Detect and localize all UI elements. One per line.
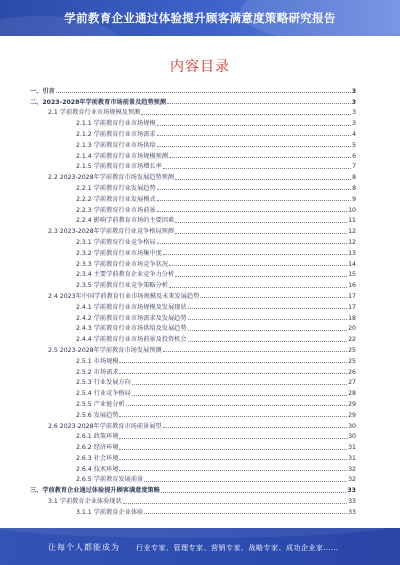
toc-leader-dots bbox=[175, 222, 347, 223]
toc-leader-dots bbox=[119, 470, 347, 471]
toc-page-number: 31 bbox=[348, 454, 356, 462]
toc-leader-dots bbox=[163, 168, 351, 169]
bottom-banner bbox=[0, 528, 400, 565]
toc-entry[interactable] bbox=[30, 192, 356, 203]
toc-page-number: 18 bbox=[348, 314, 356, 322]
toc-entry[interactable] bbox=[30, 214, 356, 225]
toc-entry[interactable] bbox=[30, 138, 356, 149]
toc-entry[interactable] bbox=[30, 268, 356, 279]
toc-page-number: 3 bbox=[351, 87, 356, 95]
toc-entry-title: 2.2.1 学前教育行业发展趋势 bbox=[76, 184, 156, 192]
toc-entry-title: 二、2023-2028年学前教育市场前景及趋势预测 bbox=[30, 98, 167, 106]
toc-page-number: 3 bbox=[352, 109, 356, 117]
toc-entry-title: 2.1.3 学前教育行业市场供给 bbox=[76, 141, 156, 149]
toc-leader-dots bbox=[119, 459, 347, 460]
toc-entry-title: 2.4 2023年中国学前教育行业市场规模及未来发展趋势 bbox=[48, 292, 200, 300]
toc-entry-title: 2.1.5 学前教育行业市场增长率 bbox=[76, 163, 162, 171]
toc-leader-dots bbox=[157, 200, 351, 201]
toc-entry[interactable] bbox=[30, 278, 356, 289]
toc-page-number: 6 bbox=[352, 152, 356, 160]
toc-entry[interactable] bbox=[30, 203, 356, 214]
toc-entry-title: 3.1.1 学前教育企业体验 bbox=[76, 508, 144, 516]
toc-entry-title: 2.5.2 市场需求 bbox=[76, 368, 119, 376]
toc-leader-dots bbox=[169, 265, 347, 266]
toc-leader-dots bbox=[169, 157, 351, 158]
toc-entry-title: 2.6.1 政策环境 bbox=[76, 433, 119, 441]
toc-entry-title: 2.4.4 学前教育行业市场前景及投资机会 bbox=[76, 336, 187, 344]
toc-leader-dots bbox=[132, 384, 347, 385]
toc-leader-dots bbox=[119, 373, 347, 374]
toc-leader-dots bbox=[167, 103, 351, 104]
toc-entry[interactable] bbox=[30, 257, 356, 268]
toc-entry-title: 2.3.5 学前教育行业竞争策略分析 bbox=[76, 282, 168, 290]
toc-leader-dots bbox=[123, 503, 347, 504]
footer-tagline: 行业专家、管理专家、营销专家、战略专家、成功企业家…… bbox=[136, 544, 339, 552]
toc-page-number: 16 bbox=[348, 282, 356, 290]
toc-page-number: 26 bbox=[348, 368, 356, 376]
toc-leader-dots bbox=[141, 114, 351, 115]
toc-leader-dots bbox=[175, 179, 351, 180]
toc-entry-title: 2.2.4 影响学前教育市场的主要因素 bbox=[76, 217, 175, 225]
toc-entry[interactable] bbox=[30, 473, 356, 484]
toc-page-number: 15 bbox=[348, 271, 356, 279]
toc-entry-title: 2.6.4 技术环境 bbox=[76, 465, 119, 473]
toc-leader-dots bbox=[163, 427, 348, 428]
toc-entry-title: 2.3 2023-2028年学前教育行业竞争格局预测 bbox=[48, 228, 174, 236]
toc-page-number: 14 bbox=[348, 260, 356, 268]
toc-leader-dots bbox=[188, 308, 348, 309]
toc-entry-title: 2.1.4 学前教育行业市场规模预测 bbox=[76, 152, 168, 160]
toc-leader-dots bbox=[161, 492, 346, 493]
toc-page-number: 29 bbox=[348, 400, 356, 408]
toc-entry[interactable] bbox=[30, 494, 356, 505]
toc-entry-title: 2.5.6 发展趋势 bbox=[76, 411, 119, 419]
toc-page-number: 9 bbox=[352, 195, 356, 203]
toc-entry[interactable] bbox=[30, 160, 356, 171]
toc-page-number: 17 bbox=[348, 292, 356, 300]
toc-leader-dots bbox=[200, 297, 347, 298]
toc-page-number: 31 bbox=[348, 444, 356, 452]
toc-entry[interactable] bbox=[30, 95, 356, 106]
toc-entry-title: 2.5.5 产业链分析 bbox=[76, 400, 125, 408]
toc-entry-title: 2.4.2 学前教育行业市场需求及发展趋势 bbox=[76, 314, 187, 322]
toc-entry-title: 3.1 学前教育企业体验现状 bbox=[48, 498, 122, 506]
toc-leader-dots bbox=[169, 287, 347, 288]
toc-leader-dots bbox=[157, 211, 348, 212]
toc-entry-title: 2.3.2 学前教育行业市场集中度 bbox=[76, 249, 162, 257]
toc-leader-dots bbox=[119, 362, 347, 363]
toc-page-number: 8 bbox=[352, 184, 356, 192]
toc-entry-title: 一、引言 bbox=[30, 87, 55, 95]
toc-entry[interactable] bbox=[30, 127, 356, 138]
toc-entry[interactable] bbox=[30, 354, 356, 365]
toc-entry[interactable] bbox=[30, 84, 356, 95]
toc-entry-title: 2.5.4 行业竞争格局 bbox=[76, 390, 131, 398]
toc-page-number: 33 bbox=[347, 487, 356, 495]
toc-entry[interactable] bbox=[30, 343, 356, 354]
toc-entry[interactable] bbox=[30, 246, 356, 257]
toc-page-number: 12 bbox=[348, 238, 356, 246]
toc-page-number: 5 bbox=[352, 141, 356, 149]
toc-leader-dots bbox=[119, 449, 347, 450]
toc-page-number: 32 bbox=[348, 476, 356, 484]
table-of-contents bbox=[30, 84, 356, 516]
toc-leader-dots bbox=[157, 243, 348, 244]
toc-leader-dots bbox=[188, 341, 348, 342]
toc-entry-title: 2.3.1 学前教育行业竞争格局 bbox=[76, 238, 156, 246]
toc-entry-title: 2.1 学前教育行业市场规模及预测 bbox=[48, 109, 141, 117]
toc-leader-dots bbox=[132, 395, 347, 396]
toc-page-number: 30 bbox=[348, 422, 356, 430]
footer-slogan: 让每个人都能成为 bbox=[48, 543, 120, 552]
toc-page-number: 22 bbox=[348, 336, 356, 344]
toc-leader-dots bbox=[163, 351, 348, 352]
toc-entry[interactable] bbox=[30, 149, 356, 160]
toc-entry[interactable] bbox=[30, 106, 356, 117]
toc-entry[interactable] bbox=[30, 181, 356, 192]
toc-page-number: 30 bbox=[348, 433, 356, 441]
toc-entry-title: 2.4.3 学前教育行业市场供给及发展趋势 bbox=[76, 325, 187, 333]
toc-leader-dots bbox=[175, 276, 347, 277]
toc-entry-title: 2.3.3 学前教育行业市场竞争状况 bbox=[76, 260, 168, 268]
toc-entry-title: 三、学前教育企业通过体验提升顾客满意度策略 bbox=[30, 487, 160, 495]
toc-page-number: 28 bbox=[348, 390, 356, 398]
toc-entry[interactable] bbox=[30, 386, 356, 397]
toc-leader-dots bbox=[157, 189, 351, 190]
toc-entry[interactable] bbox=[30, 451, 356, 462]
toc-entry[interactable] bbox=[30, 235, 356, 246]
toc-entry-title: 2.6.3 社会环境 bbox=[76, 454, 119, 462]
toc-entry[interactable] bbox=[30, 430, 356, 441]
toc-entry-title: 2.5.1 市场规模 bbox=[76, 357, 119, 365]
toc-entry[interactable] bbox=[30, 300, 356, 311]
toc-entry[interactable] bbox=[30, 224, 356, 235]
toc-entry-title: 2.6.5 学前教育发展前景 bbox=[76, 476, 144, 484]
toc-entry-title: 2.5 2023-2028年学前教育市场发展预测 bbox=[48, 346, 162, 354]
toc-page-number: 33 bbox=[348, 508, 356, 516]
toc-leader-dots bbox=[119, 416, 347, 417]
toc-leader-dots bbox=[56, 92, 351, 93]
toc-entry-title: 2.2.2 学前教育行业发展模式 bbox=[76, 195, 156, 203]
toc-leader-dots bbox=[126, 405, 347, 406]
toc-entry[interactable] bbox=[30, 332, 356, 343]
toc-entry-title: 2.1.2 学前教育行业市场需求 bbox=[76, 130, 156, 138]
toc-page-number: 11 bbox=[348, 217, 356, 225]
toc-leader-dots bbox=[157, 125, 351, 126]
toc-page-number: 33 bbox=[348, 498, 356, 506]
toc-entry[interactable] bbox=[30, 311, 356, 322]
toc-entry-title: 2.6.2 经济环境 bbox=[76, 444, 119, 452]
toc-leader-dots bbox=[188, 330, 348, 331]
toc-page-number: 17 bbox=[348, 303, 356, 311]
toc-page-number: 3 bbox=[351, 98, 356, 106]
toc-leader-dots bbox=[163, 254, 347, 255]
toc-page-number: 10 bbox=[348, 206, 356, 214]
toc-entry[interactable] bbox=[30, 322, 356, 333]
toc-entry[interactable] bbox=[30, 116, 356, 127]
toc-page-number: 27 bbox=[348, 379, 356, 387]
toc-entry-title: 2.3.4 主要学前教育企业竞争力分析 bbox=[76, 271, 175, 279]
toc-entry[interactable] bbox=[30, 419, 356, 430]
toc-entry[interactable] bbox=[30, 376, 356, 387]
toc-page-number: 4 bbox=[352, 130, 356, 138]
toc-page-number: 20 bbox=[348, 325, 356, 333]
toc-entry[interactable] bbox=[30, 505, 356, 516]
toc-leader-dots bbox=[188, 319, 348, 320]
toc-leader-dots bbox=[175, 233, 347, 234]
toc-page-number: 25 bbox=[348, 357, 356, 365]
toc-heading: 内容目录 bbox=[170, 59, 230, 75]
toc-entry[interactable] bbox=[30, 170, 356, 181]
toc-page-number: 13 bbox=[348, 249, 356, 257]
toc-entry[interactable] bbox=[30, 365, 356, 376]
toc-page-number: 8 bbox=[352, 174, 356, 182]
toc-entry-title: 2.4.1 学前教育行业市场规模及发展现状 bbox=[76, 303, 187, 311]
toc-entry[interactable] bbox=[30, 483, 356, 494]
toc-leader-dots bbox=[157, 135, 351, 136]
toc-page-number: 32 bbox=[348, 465, 356, 473]
toc-entry-title: 2.5.3 行业发展方向 bbox=[76, 379, 131, 387]
toc-entry[interactable] bbox=[30, 397, 356, 408]
toc-entry-title: 2.2.3 学前教育行业市场前景 bbox=[76, 206, 156, 214]
toc-leader-dots bbox=[144, 513, 347, 514]
toc-entry[interactable] bbox=[30, 408, 356, 419]
toc-leader-dots bbox=[119, 438, 347, 439]
toc-entry[interactable] bbox=[30, 289, 356, 300]
toc-entry-title: 2.6 2023-2028年学前教育市场前景展望 bbox=[48, 422, 162, 430]
toc-leader-dots bbox=[144, 481, 347, 482]
toc-entry-title: 2.2 2023-2028年学前教育市场发展趋势预测 bbox=[48, 174, 174, 182]
toc-page-number: 29 bbox=[348, 411, 356, 419]
toc-page-number: 7 bbox=[352, 163, 356, 171]
toc-leader-dots bbox=[157, 146, 351, 147]
toc-entry[interactable] bbox=[30, 440, 356, 451]
toc-page-number: 25 bbox=[348, 346, 356, 354]
toc-page-number: 12 bbox=[348, 228, 356, 236]
toc-page-number: 3 bbox=[352, 120, 356, 128]
toc-entry[interactable] bbox=[30, 462, 356, 473]
report-title: 学前教育企业通过体验提升顾客满意度策略研究报告 bbox=[64, 11, 336, 25]
banner-decoration bbox=[0, 528, 400, 538]
toc-entry-title: 2.1.1 学前教育行业市场规模 bbox=[76, 120, 156, 128]
